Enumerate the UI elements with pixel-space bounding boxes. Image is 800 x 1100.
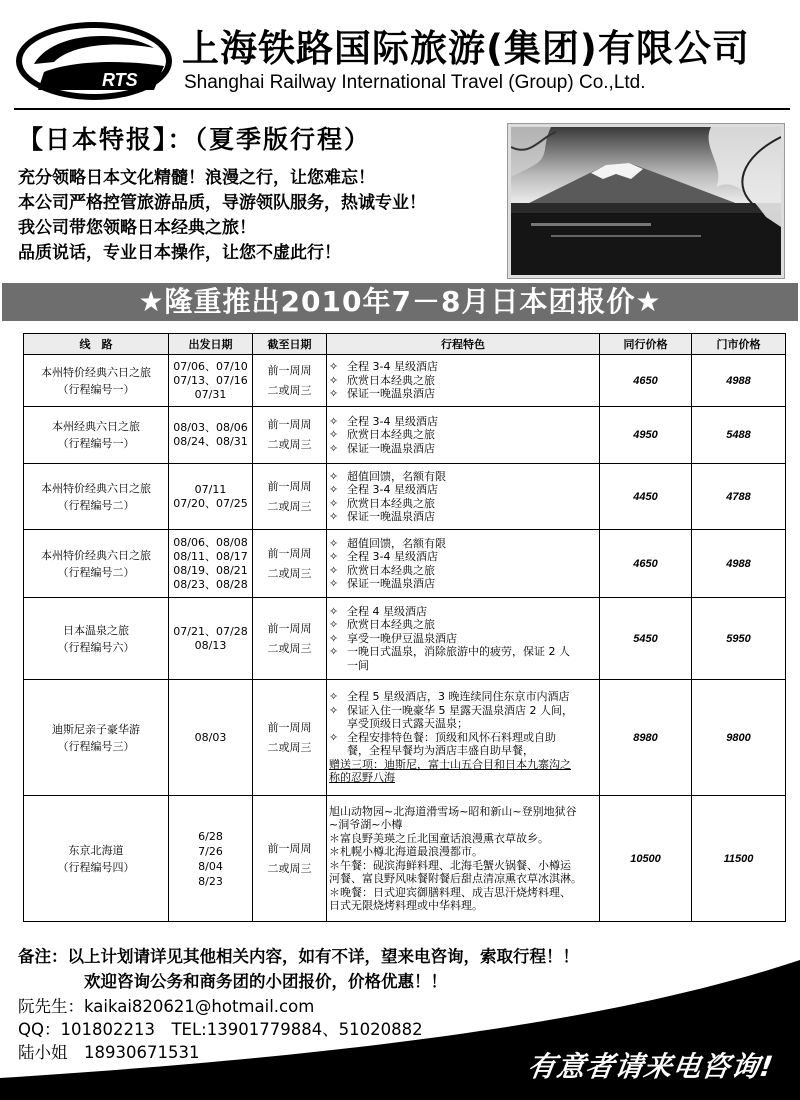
deadline-cell [253, 464, 327, 530]
departure-date: 08/03、08/06 [173, 421, 248, 434]
feature-item: ✧ 保证一晚温泉酒店 [329, 441, 435, 455]
feature-item: ✧ 一晚日式温泉，消除旅游中的疲劳，保证 2 人 [329, 645, 570, 659]
departure-date: 7/26 [198, 844, 223, 858]
feature-item: ✧ 全程 3-4 星级酒店 [329, 483, 438, 496]
feature-item: ✧ 全程 4 星级酒店 [329, 604, 427, 618]
table-row [24, 598, 786, 680]
diamond-bullet-icon: ✧ [329, 631, 339, 645]
feature-item: 餐，全程早餐均为酒店丰盛自助早餐， [347, 744, 534, 758]
trade-price: 8980 [600, 680, 692, 796]
diamond-bullet-icon: ✧ [329, 645, 339, 659]
deadline-text: 前一周周 [267, 621, 312, 635]
deadline-text: 二或周三 [267, 566, 312, 580]
departure-date: 08/19、08/21 [173, 563, 248, 577]
note-line: 备注：以上计划请详见其他相关内容，如有不详，望来电咨询，索取行程！！ [18, 947, 579, 966]
call-to-action: 有意者请来电咨询! [525, 1050, 777, 1083]
table-row [24, 464, 786, 530]
route-name: 本州特价经典六日之旅 [41, 548, 151, 562]
feature-item: 河餐、富良野风味餐附餐后甜点清凉熏衣草冰淇淋。 [329, 872, 582, 885]
route-code: （行程编号二） [57, 498, 135, 512]
departure-cell [169, 598, 253, 680]
tour-price-table [23, 333, 786, 922]
departure-date: 07/20、07/25 [173, 496, 248, 510]
route-cell [24, 680, 169, 796]
header [0, 0, 800, 108]
route-cell [24, 530, 169, 598]
diamond-bullet-icon: ✧ [329, 690, 339, 704]
deadline-text: 二或周三 [267, 499, 312, 513]
feature-item: ✧ 欣赏日本经典之旅 [329, 496, 435, 510]
feature-item: ✧ 享受一晚伊豆温泉酒店 [329, 631, 457, 645]
features-cell [327, 680, 600, 796]
retail-price: 9800 [692, 680, 786, 796]
route-cell [24, 355, 169, 407]
diamond-bullet-icon: ✧ [329, 469, 339, 483]
deadline-text: 前一周周 [267, 363, 312, 377]
trade-price: 4450 [600, 464, 692, 530]
deadline-text: 二或周三 [267, 383, 312, 397]
table-row [24, 796, 786, 922]
deadline-text: 二或周三 [267, 641, 312, 655]
retail-price: 4988 [692, 530, 786, 598]
departure-date: 08/23、08/28 [173, 577, 248, 591]
trade-price: 4950 [600, 407, 692, 464]
feature-item: ✧ 全程安排特色餐：顶级和风怀石料理或自助 [329, 730, 556, 744]
features-cell [327, 407, 600, 464]
deadline-text: 前一周周 [267, 479, 312, 493]
feature-item: 旭山动物园~北海道滑雪场~昭和新山~登别地狱谷 [329, 804, 577, 818]
trade-price: 4650 [600, 530, 692, 598]
feature-item: ＊午餐：砚滨海鲜料理、北海毛蟹火锅餐、小樽运 [329, 858, 571, 872]
feature-item: ✧ 欣赏日本经典之旅 [329, 428, 435, 442]
features-cell [327, 598, 600, 680]
retail-price: 4788 [692, 464, 786, 530]
departure-date: 08/24、08/31 [173, 435, 248, 448]
column-header-deadline: 截至日期 [253, 334, 327, 355]
departure-date: 07/31 [194, 387, 227, 401]
deadline-text: 二或周三 [267, 740, 312, 754]
feature-item: ✧ 欣赏日本经典之旅 [329, 373, 435, 387]
feature-item: ＊札幌小樽北海道最浪漫都市。 [329, 845, 483, 858]
slogan-line: 品质说话，专业日本操作，让您不虚此行！ [18, 243, 341, 263]
table-header-row [24, 334, 786, 355]
feature-item: ✧ 全程 3-4 星级酒店 [329, 414, 438, 428]
feature-item: ✧ 欣赏日本经典之旅 [329, 563, 435, 577]
slogan-list [18, 166, 426, 266]
mount-fuji-photo [508, 124, 784, 278]
company-name-chinese: 上海铁路国际旅游(集团)有限公司 [182, 27, 750, 70]
feature-item: ＊富良野美瑛之丘北国童话浪漫熏衣草故乡。 [329, 831, 549, 845]
departure-date: 08/06、08/08 [173, 535, 248, 549]
feature-item: ~洞爷湖~小樽 [329, 818, 403, 831]
departure-cell [169, 680, 253, 796]
feature-item: ✧ 保证一晚温泉酒店 [329, 577, 435, 590]
route-name: 本州特价经典六日之旅 [41, 481, 151, 495]
special-report-title: 【日本特报】：（夏季版行程） [18, 125, 372, 154]
deadline-text: 二或周三 [267, 861, 312, 875]
table-row [24, 407, 786, 464]
deadline-cell [253, 598, 327, 680]
column-header-departure: 出发日期 [169, 334, 253, 355]
contact-line-phone: QQ：101802213 TEL:13901779884、51020882 [18, 1020, 423, 1039]
departure-cell [169, 355, 253, 407]
contact-line-mobile: 陆小姐 18930671531 [18, 1043, 200, 1062]
departure-date: 07/21、07/28 [173, 624, 248, 638]
trade-price: 4650 [600, 355, 692, 407]
table-row [24, 530, 786, 598]
route-cell [24, 407, 169, 464]
contact-line-email: 阮先生：kaikai820621@hotmail.com [18, 997, 315, 1016]
diamond-bullet-icon: ✧ [329, 360, 339, 374]
departure-date: 6/28 [198, 829, 223, 843]
diamond-bullet-icon: ✧ [329, 510, 339, 523]
departure-cell [169, 407, 253, 464]
deadline-text: 前一周周 [267, 720, 312, 734]
feature-item: 赠送三项：迪斯尼，富士山五合目和日本九寨沟之 [329, 757, 571, 771]
column-header-features: 行程特色 [327, 334, 600, 355]
route-code: （行程编号三） [57, 739, 135, 753]
diamond-bullet-icon: ✧ [329, 428, 339, 442]
feature-item: ✧ 保证入住一晚豪华 5 星露天温泉酒店 2 人间， [329, 703, 573, 717]
diamond-bullet-icon: ✧ [329, 387, 339, 401]
features-cell [327, 796, 600, 922]
deadline-text: 前一周周 [267, 841, 312, 855]
contact-section [18, 995, 423, 1064]
departure-date: 08/11、08/17 [173, 549, 248, 563]
feature-item: ✧ 保证一晚温泉酒店 [329, 387, 435, 401]
feature-item: ✧ 全程 3-4 星级酒店 [329, 550, 438, 563]
rts-logo [14, 20, 174, 102]
slogan-line: 充分领略日本文化精髓！浪漫之行，让您难忘！ [18, 168, 375, 188]
diamond-bullet-icon: ✧ [329, 563, 339, 577]
features-cell [327, 355, 600, 407]
deadline-cell [253, 530, 327, 598]
feature-item: 称的忍野八海 [329, 771, 395, 785]
table-row [24, 355, 786, 407]
company-name-english: Shanghai Railway International Travel (Group) Co.,Ltd. [184, 72, 646, 93]
route-code: （行程编号四） [57, 860, 135, 874]
route-cell [24, 796, 169, 922]
diamond-bullet-icon: ✧ [329, 604, 339, 618]
departure-date: 8/04 [198, 859, 223, 873]
route-code: （行程编号一） [57, 382, 135, 396]
route-name: 东京北海道 [68, 843, 124, 857]
diamond-bullet-icon: ✧ [329, 496, 339, 510]
deadline-cell [253, 355, 327, 407]
diamond-bullet-icon: ✧ [329, 483, 339, 496]
trade-price: 10500 [600, 796, 692, 922]
feature-item: ✧ 欣赏日本经典之旅 [329, 618, 435, 632]
slogan-line: 我公司带您领略日本经典之旅！ [18, 218, 256, 238]
column-header-route: 线 路 [24, 334, 169, 355]
header-divider [14, 108, 790, 110]
feature-item: ✧ 超值回馈，名额有限 [329, 536, 446, 550]
slogan-line: 本公司严格控管旅游品质，导游领队服务，热诚专业！ [18, 193, 426, 213]
diamond-bullet-icon: ✧ [329, 414, 339, 428]
column-header-retail-price: 门市价格 [692, 334, 786, 355]
departure-date: 08/03 [194, 730, 227, 744]
route-name: 日本温泉之旅 [63, 623, 129, 637]
deadline-cell [253, 680, 327, 796]
route-name: 本州经典六日之旅 [52, 420, 140, 433]
deadline-text: 二或周三 [267, 438, 312, 451]
departure-cell [169, 464, 253, 530]
departure-date: 8/23 [198, 874, 223, 888]
departure-date: 08/13 [194, 638, 227, 652]
diamond-bullet-icon: ✧ [329, 550, 339, 563]
logo-text: RTS [102, 70, 138, 90]
retail-price: 11500 [692, 796, 786, 922]
route-code: （行程编号六） [57, 640, 135, 654]
departure-date: 07/11 [194, 482, 227, 496]
retail-price: 4988 [692, 355, 786, 407]
trade-price: 5450 [600, 598, 692, 680]
departure-date: 07/06、07/10 [173, 359, 248, 373]
feature-item: 享受顶级日式露天温泉； [347, 717, 468, 731]
deadline-cell [253, 796, 327, 922]
diamond-bullet-icon: ✧ [329, 577, 339, 590]
notes-section [18, 944, 579, 994]
diamond-bullet-icon: ✧ [329, 536, 339, 550]
diamond-bullet-icon: ✧ [329, 730, 339, 744]
departure-cell [169, 796, 253, 922]
feature-item: ✧ 保证一晚温泉酒店 [329, 510, 435, 523]
note-line: 欢迎咨询公务和商务团的小团报价，价格优惠！！ [84, 972, 447, 991]
promo-banner: ★隆重推出2010年7－8月日本团报价★ [2, 283, 798, 321]
features-cell [327, 464, 600, 530]
table-row [24, 680, 786, 796]
diamond-bullet-icon: ✧ [329, 703, 339, 717]
diamond-bullet-icon: ✧ [329, 373, 339, 387]
features-cell [327, 530, 600, 598]
route-code: （行程编号一） [57, 437, 135, 450]
feature-item: 一间 [347, 658, 369, 672]
departure-date: 07/13、07/16 [173, 373, 248, 387]
retail-price: 5950 [692, 598, 786, 680]
deadline-cell [253, 407, 327, 464]
feature-item: ✧ 全程 3-4 星级酒店 [329, 360, 438, 374]
route-name: 本州特价经典六日之旅 [41, 365, 151, 379]
route-name: 迪斯尼亲子豪华游 [52, 722, 140, 736]
route-code: （行程编号二） [57, 565, 135, 579]
deadline-text: 前一周周 [267, 418, 312, 431]
column-header-trade-price: 同行价格 [600, 334, 692, 355]
route-cell [24, 464, 169, 530]
diamond-bullet-icon: ✧ [329, 441, 339, 455]
departure-cell [169, 530, 253, 598]
feature-item: ✧ 全程 5 星级酒店，3 晚连续同住东京市内酒店 [329, 690, 570, 704]
feature-item: 日式无限烧烤料理或中华料理。 [329, 899, 483, 912]
feature-item: ＊晚餐：日式迎宾御膳料理、成吉思汗烧烤料理、 [329, 885, 571, 899]
deadline-text: 前一周周 [267, 546, 312, 560]
diamond-bullet-icon: ✧ [329, 618, 339, 632]
feature-item: ✧ 超值回馈，名额有限 [329, 469, 446, 483]
retail-price: 5488 [692, 407, 786, 464]
route-cell [24, 598, 169, 680]
